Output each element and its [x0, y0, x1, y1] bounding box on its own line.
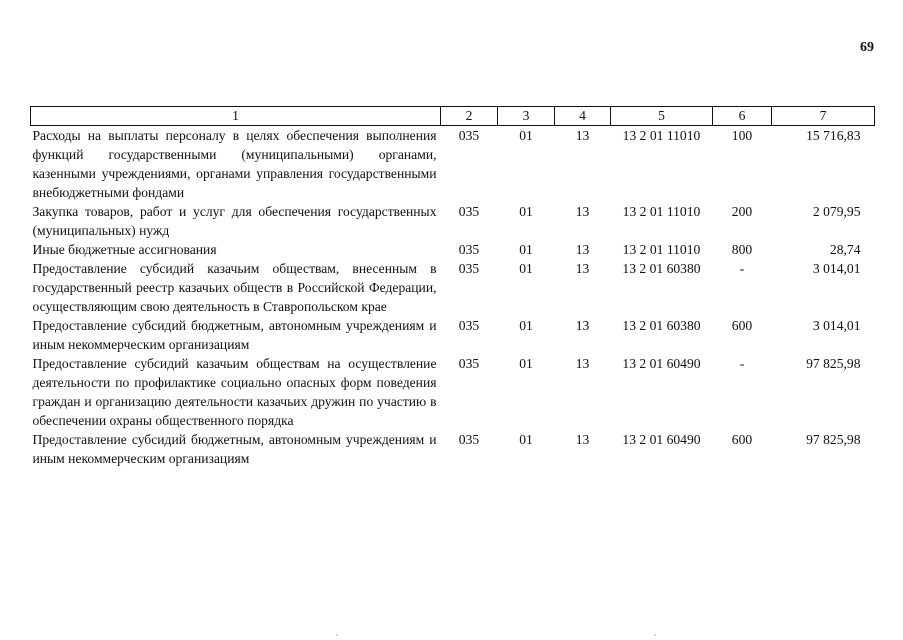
row-col-5: 13 2 01 60380 [622, 318, 701, 333]
row-description: Закупка товаров, работ и услуг для обеспечения государственных (муниципальных) нужд [32, 204, 437, 238]
row-col-7: 97 825,98 [806, 356, 861, 371]
budget-table [30, 106, 875, 468]
row-col-5: 13 2 01 11010 [622, 204, 701, 219]
row-description: Предоставление субсидий бюджетным, автономным учреждениям и иным некоммерческим организациям [32, 432, 437, 466]
header-col-7: 7 [772, 107, 875, 126]
row-col-2: 035 [458, 261, 480, 276]
row-col-5: 13 2 01 11010 [622, 128, 701, 143]
row-col-7: 2 079,95 [812, 204, 861, 219]
header-col-1: 1 [31, 107, 441, 126]
row-col-6: - [739, 356, 745, 371]
row-col-3: 01 [519, 242, 533, 257]
row-col-2: 035 [458, 242, 480, 257]
header-col-6: 6 [713, 107, 772, 126]
table-body [31, 126, 875, 469]
scan-speck [336, 634, 338, 636]
row-col-5: 13 2 01 60490 [622, 356, 701, 371]
row-description: Предоставление субсидий бюджетным, автономным учреждениям и иным некоммерческим организациям [32, 318, 437, 352]
row-col-4: 13 [575, 318, 590, 333]
row-col-3: 01 [519, 318, 533, 333]
row-col-3: 01 [519, 432, 533, 447]
table-row [31, 240, 875, 259]
table-row [31, 259, 875, 316]
row-col-5: 13 2 01 60380 [622, 261, 701, 276]
row-col-2: 035 [458, 318, 480, 333]
row-col-4: 13 [575, 261, 590, 276]
row-col-2: 035 [458, 128, 480, 143]
row-col-3: 01 [519, 356, 533, 371]
row-col-2: 035 [458, 204, 480, 219]
row-col-3: 01 [519, 128, 533, 143]
row-col-7: 3 014,01 [812, 318, 861, 333]
row-col-6: 800 [731, 242, 753, 257]
row-col-5: 13 2 01 11010 [622, 242, 701, 257]
row-col-4: 13 [575, 204, 590, 219]
row-col-6: 600 [731, 318, 753, 333]
header-col-4: 4 [555, 107, 611, 126]
row-description: Иные бюджетные ассигнования [32, 242, 217, 257]
table-row [31, 354, 875, 430]
table-row [31, 202, 875, 240]
row-col-3: 01 [519, 204, 533, 219]
row-col-6: - [739, 261, 745, 276]
row-col-4: 13 [575, 128, 590, 143]
header-col-3: 3 [498, 107, 555, 126]
row-col-4: 13 [575, 356, 590, 371]
header-col-2: 2 [441, 107, 498, 126]
row-col-7: 28,74 [829, 242, 861, 257]
row-col-4: 13 [575, 242, 590, 257]
row-col-7: 97 825,98 [806, 432, 861, 447]
row-col-5: 13 2 01 60490 [622, 432, 701, 447]
scan-speck [654, 634, 656, 636]
header-col-5: 5 [611, 107, 713, 126]
table-row [31, 126, 875, 203]
row-col-7: 15 716,83 [806, 128, 861, 143]
row-col-4: 13 [575, 432, 590, 447]
row-description: Предоставление субсидий казачьим обществам на осуществление деятельности по профилактике социально опасных форм поведения граждан и организацию деятельности казачьих дружин по участию в обеспечении охраны общественного порядка [32, 356, 437, 428]
row-col-3: 01 [519, 261, 533, 276]
row-col-6: 600 [731, 432, 753, 447]
table-header [31, 107, 875, 126]
row-description: Предоставление субсидий казачьим обществам, внесенным в государственный реестр казачьих обществ в Российской Федерации, осуществляющим свою деятельность в Ставропольском крае [32, 261, 437, 314]
table-row [31, 430, 875, 468]
page-number: 69 [860, 40, 874, 55]
row-col-6: 100 [731, 128, 753, 143]
row-col-7: 3 014,01 [812, 261, 861, 276]
header-row [31, 107, 875, 126]
row-description: Расходы на выплаты персоналу в целях обеспечения выполнения функций государственными (муниципальными) органами, казенными учреждениями, органами управления государственными внебюджетными фондами [32, 128, 437, 200]
row-col-2: 035 [458, 356, 480, 371]
row-col-2: 035 [458, 432, 480, 447]
table-row [31, 316, 875, 354]
row-col-6: 200 [731, 204, 753, 219]
